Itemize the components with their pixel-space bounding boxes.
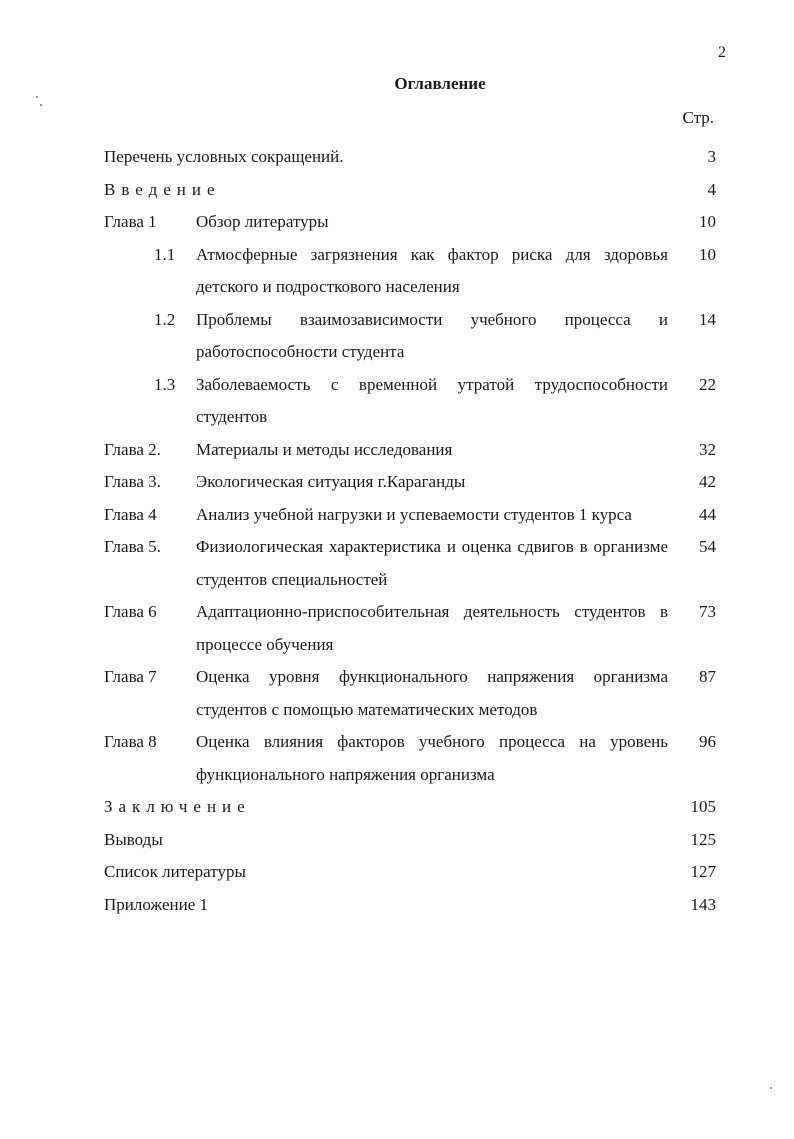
- toc-entry: [104, 369, 716, 434]
- toc-entry: [104, 726, 716, 791]
- entry-title: Оценка уровня функционального напряжения организма студентов с помощью математических методов: [196, 667, 668, 719]
- chapter-label: Глава 5.: [104, 537, 161, 556]
- entry-page-number: 10: [699, 212, 716, 231]
- entry-title: Физиологическая характеристика и оценка сдвигов в организме студентов специальностей: [196, 537, 668, 589]
- page-column-header: Стр.: [682, 108, 714, 127]
- toc-entry: [104, 596, 716, 661]
- entry-title: Обзор литературы: [196, 212, 329, 231]
- entry-title: Введение: [104, 179, 221, 199]
- entry-title: Заболеваемость с временной утратой трудоспособности студентов: [196, 374, 668, 426]
- entry-title: Список литературы: [104, 862, 246, 881]
- entry-page-number: 87: [699, 667, 716, 686]
- entry-page-number: 22: [699, 374, 716, 394]
- chapter-label: Глава 8: [104, 732, 157, 751]
- toc-entry: [104, 824, 716, 857]
- page-number: 2: [718, 44, 726, 61]
- entry-page-number: 54: [699, 537, 716, 556]
- toc-entry: [104, 304, 716, 369]
- toc-entry: [104, 206, 716, 239]
- entry-page-number: 73: [699, 602, 716, 621]
- entry-page-number: 10: [699, 244, 716, 264]
- toc-entry: [104, 174, 716, 207]
- entry-page-number: 143: [690, 894, 716, 914]
- toc-entry: [104, 434, 716, 467]
- entry-page-number: 42: [699, 472, 716, 491]
- entry-title: Экологическая ситуация г.Караганды: [196, 472, 466, 491]
- entry-title: Заключение: [104, 797, 251, 816]
- toc-entry: [104, 791, 716, 824]
- toc-entry: [104, 499, 716, 532]
- section-number: 1.3: [154, 374, 176, 394]
- toc-entry: [104, 856, 716, 889]
- entry-title: Материалы и методы исследования: [196, 439, 453, 459]
- entry-title: Перечень условных сокращений.: [104, 147, 344, 166]
- toc-entry: [104, 661, 716, 726]
- entry-title: Приложение 1: [104, 894, 208, 914]
- toc-entry: [104, 531, 716, 596]
- section-number: 1.1: [154, 244, 176, 264]
- entry-page-number: 127: [690, 862, 716, 881]
- chapter-label: Глава 7: [104, 667, 157, 686]
- entry-title: Оценка влияния факторов учебного процесса на уровень функционального напряжения организма: [196, 732, 668, 784]
- entry-page-number: 44: [699, 504, 716, 524]
- chapter-label: Глава 1: [104, 212, 157, 231]
- chapter-label: Глава 3.: [104, 472, 161, 491]
- scan-speck: [36, 96, 38, 98]
- chapter-label: Глава 2.: [104, 439, 161, 459]
- chapter-label: Глава 4: [104, 504, 157, 524]
- toc-entry: [104, 466, 716, 499]
- toc-title: Оглавление: [394, 74, 486, 93]
- entry-page-number: 3: [707, 147, 716, 166]
- entry-page-number: 105: [690, 797, 716, 816]
- table-of-contents: [104, 141, 716, 921]
- entry-page-number: 125: [690, 829, 716, 849]
- entry-title: Анализ учебной нагрузки и успеваемости студентов 1 курса: [196, 504, 632, 524]
- entry-page-number: 96: [699, 732, 716, 751]
- entry-page-number: 32: [699, 439, 716, 459]
- section-number: 1.2: [154, 309, 176, 329]
- scan-speck: [770, 1087, 772, 1089]
- toc-entry: [104, 889, 716, 922]
- entry-page-number: 14: [699, 309, 716, 329]
- entry-title: Проблемы взаимозависимости учебного процесса и работоспособности студента: [196, 309, 668, 361]
- entry-title: Адаптационно-приспособительная деятельность студентов в процессе обучения: [196, 602, 668, 654]
- entry-title: Атмосферные загрязнения как фактор риска для здоровья детского и подросткового населения: [196, 244, 668, 296]
- toc-entry: [104, 239, 716, 304]
- chapter-label: Глава 6: [104, 602, 157, 621]
- entry-title: Выводы: [104, 829, 163, 849]
- scan-speck: [40, 104, 42, 106]
- entry-page-number: 4: [707, 179, 716, 199]
- toc-entry: [104, 141, 716, 174]
